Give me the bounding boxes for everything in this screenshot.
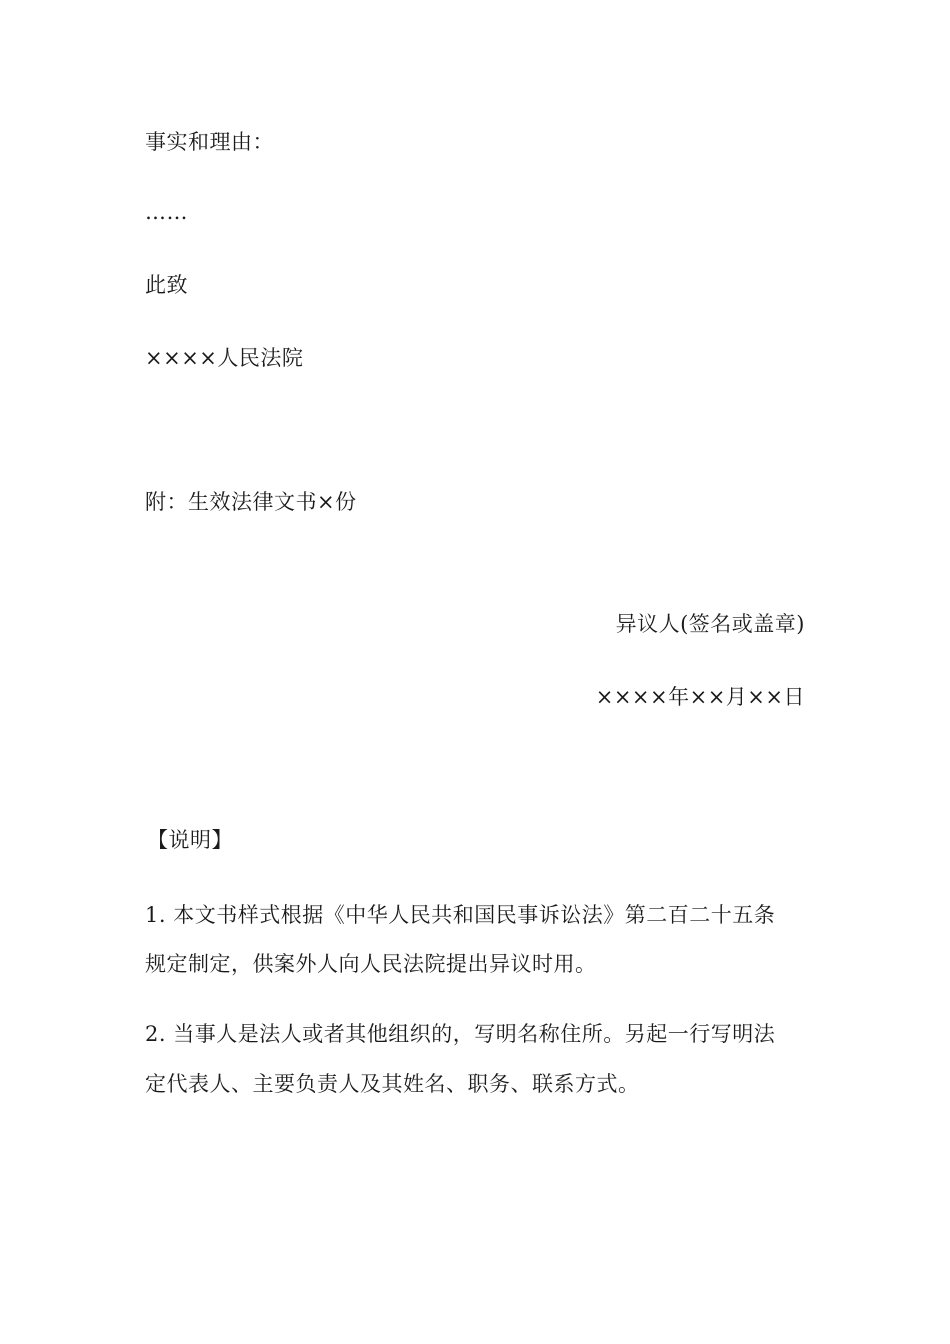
facts-heading: 事实和理由：: [145, 130, 274, 154]
salutation: 此致: [145, 273, 188, 297]
notes-title: 【说明】: [147, 828, 233, 852]
signature-line: 异议人(签名或盖章): [615, 612, 805, 636]
note-item-1-line-2: 规定制定，供案外人向人民法院提出异议时用。: [145, 952, 597, 976]
attachment-line: 附：生效法律文书×份: [145, 490, 357, 514]
note-item-2-line-2: 定代表人、主要负责人及其姓名、职务、联系方式。: [145, 1072, 640, 1096]
note-item-1-line-1: 1. 本文书样式根据《中华人民共和国民事诉讼法》第二百二十五条: [145, 903, 776, 927]
ellipsis-text: ……: [145, 200, 188, 224]
court-name: ××××人民法院: [145, 346, 304, 370]
note-item-2-line-1: 2. 当事人是法人或者其他组织的，写明名称住所。另起一行写明法: [145, 1022, 776, 1046]
date-line: ××××年××月××日: [595, 685, 805, 709]
